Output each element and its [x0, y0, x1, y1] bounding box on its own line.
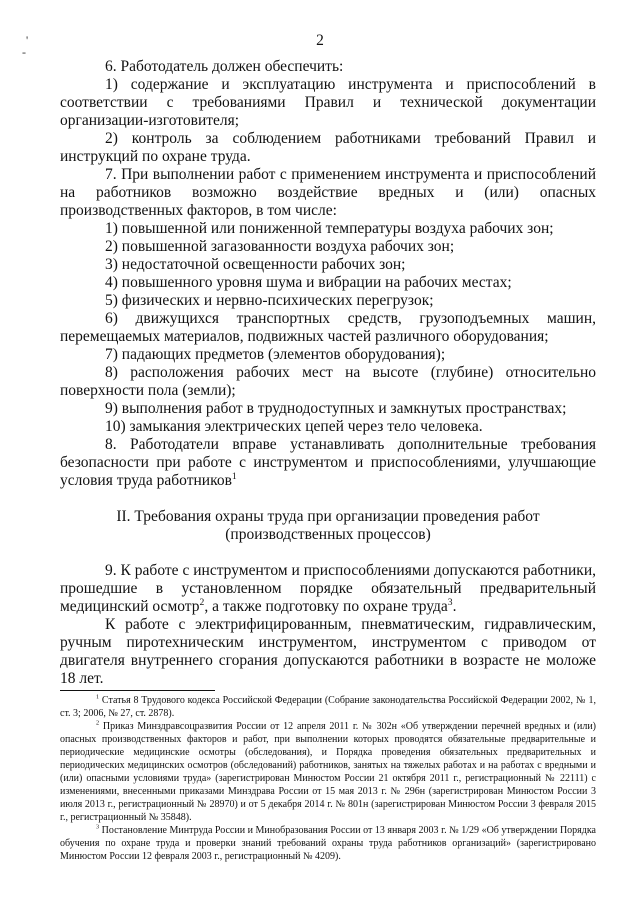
paragraph-6: 6. Работодатель должен обеспечить:: [105, 58, 344, 75]
footnote-3: [60, 824, 596, 863]
paragraph-9-text-a: 9. К работе с инструментом и приспособлениями допускаются работники, прошедшие в установленном порядке обязательный предварительный медицинский осмотр: [60, 562, 596, 615]
paragraph-7: 7. При выполнении работ с применением инструмента и приспособлений на работников возможно воздействие вредных и (или) опасных производственных факторов, в том числе:: [60, 166, 596, 219]
page-number: 2: [316, 32, 324, 49]
paragraph-9-text-c: .: [452, 598, 457, 615]
paragraph-8-text: 8. Работодатели вправе устанавливать дополнительные требования безопасности при работе с инструментом и приспособлениями, улучшающие условия труда работников: [60, 436, 596, 489]
footnote-number: 1: [96, 693, 100, 701]
paragraph-7-9: 9) выполнения работ в труднодоступных и замкнутых пространствах;: [105, 400, 567, 417]
margin-marks: [22, 33, 29, 59]
paragraph-7-5: 5) физических и нервно-психических перегрузок;: [105, 292, 434, 309]
paragraph-7-8: 8) расположения рабочих мест на высоте (глубине) относительно поверхности пола (земли);: [60, 364, 596, 399]
footnote-number: 2: [96, 719, 100, 727]
footnote-1: [60, 694, 596, 720]
document-body: [60, 58, 596, 688]
paragraph-6-2: 2) контроль за соблюдением работниками требований Правил и инструкций по охране труда.: [60, 130, 596, 165]
footnote-text: Постановление Минтруда России и Минобразования России от 13 января 2003 г. № 1/29 «Об утверждении Порядка обучения по охране труда и проверки знаний требований охраны труда работников организаций» (зарегистрировано Минюстом России 12 февраля 2003 г., регистрационный № 4209).: [60, 825, 596, 862]
paragraph-7-3: 3) недостаточной освещенности рабочих зон;: [105, 256, 406, 273]
section-heading-line2: (производственных процессов): [225, 526, 431, 543]
paragraph-7-1: 1) повышенной или пониженной температуры воздуха рабочих зон;: [105, 220, 554, 237]
footnote-number: 3: [96, 823, 100, 831]
paragraph-7-2: 2) повышенной загазованности воздуха рабочих зон;: [105, 238, 455, 255]
paragraph-7-4: 4) повышенного уровня шума и вибрации на рабочих местах;: [105, 274, 512, 291]
margin-mark: ': [26, 33, 29, 47]
paragraph-7-7: 7) падающих предметов (элементов оборудования);: [105, 346, 446, 363]
paragraph-7-6: 6) движущихся транспортных средств, грузоподъемных машин, перемещаемых материалов, подвижных частей различного оборудования;: [60, 310, 596, 345]
paragraph-8: [60, 436, 596, 490]
footnote-divider: [60, 690, 215, 691]
margin-mark: -: [22, 45, 26, 59]
footnote-text: Приказ Минздравсоцразвития России от 12 апреля 2011 г. № 302н «Об утверждении перечней вредных и (или) опасных производственных факторов и работ, при выполнении которых проводятся обязательные предварительные и периодические медицинские осмотры (обследования), и Порядка проведения обязательных предварительных и периодических медицинских осмотров (обследований) работников, занятых на тяжелых работах и на работах с вредными и (или) опасными условиями труда» (зарегистрирован Минюстом России 21 октября 2011 г., регистрационный № 22111) с изменениями, внесенными приказами Минздрава России от 15 мая 2013 г. № 296н (зарегистрирован Минюстом России 3 июля 2013 г., регистрационный № 28970) и от 5 декабря 2014 г. № 801н (зарегистрирован Минюстом России 3 февраля 2015 г., регистрационный № 35848).: [60, 721, 597, 823]
paragraph-9: [60, 562, 596, 616]
paragraph-10: К работе с электрифицированным, пневматическим, гидравлическим, ручным пиротехническим инструментом, инструментом с приводом от двигателя внутреннего сгорания допускаются работники в возрасте не моложе 18 лет.: [60, 616, 596, 687]
footnotes: [60, 694, 596, 863]
footnote-ref-1: 1: [231, 470, 237, 482]
footnote-text: Статья 8 Трудового кодекса Российской Федерации (Собрание законодательства Российской Федерации 2002, № 1, ст. 3; 2006, № 27, ст. 2878).: [60, 695, 597, 719]
paragraph-9-text-b: , а также подготовку по охране труда: [204, 598, 448, 615]
paragraph-6-1: 1) содержание и эксплуатацию инструмента и приспособлений в соответствии с требованиями Правил и технической документации организации-изготовителя;: [60, 76, 596, 129]
footnote-2: [60, 720, 596, 824]
paragraph-7-10: 10) замыкания электрических цепей через тело человека.: [105, 418, 483, 435]
footnote-ref-3: 3: [447, 596, 453, 608]
section-heading: II. Требования охраны труда при организации проведения работ: [116, 508, 540, 525]
footnote-ref-2: 2: [199, 596, 205, 608]
